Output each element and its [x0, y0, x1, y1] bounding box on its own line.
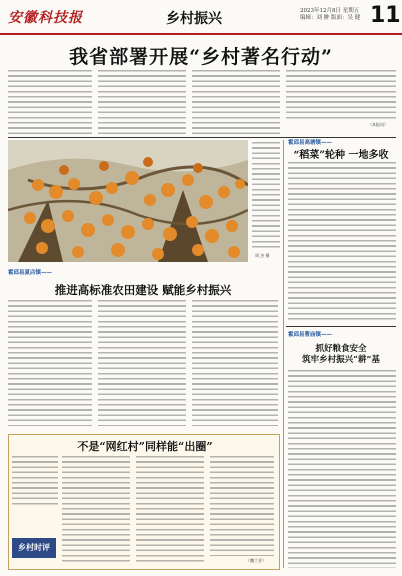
source-tag: （本报讯）	[368, 122, 388, 127]
commentary-body-col-2	[62, 456, 130, 564]
photo-caption-text	[252, 142, 280, 250]
article-2-tag: 霍邱县夏店镇——	[8, 270, 53, 276]
article-body-col-4	[286, 70, 396, 122]
section-title: 乡村振兴	[166, 11, 222, 27]
side-article-2-headline-line2: 筑牢乡村振兴“耕”基	[302, 355, 380, 365]
article-body-col-1	[8, 70, 92, 134]
article-2-body-col-3	[192, 300, 278, 426]
commentary-end-note: （魏兰芳）	[246, 558, 266, 563]
photo-credit: 周 杰 摄	[255, 253, 270, 258]
divider	[8, 137, 396, 138]
side-article-1-tag: 霍邱县高塘镇——	[288, 140, 333, 146]
side-article-1-headline: “稻菜”轮种 一地多收	[293, 150, 389, 161]
commentary-body-col-4	[210, 456, 274, 556]
persimmon-photo	[8, 140, 248, 262]
article-body-col-2	[98, 70, 186, 134]
page-number: 11	[370, 3, 401, 28]
masthead	[0, 0, 402, 35]
article-2-body-col-1	[8, 300, 92, 426]
divider	[286, 326, 396, 327]
column-divider	[283, 140, 284, 568]
main-headline: 我省部署开展“乡村著名行动”	[69, 46, 333, 68]
column-logo: 乡村时评	[12, 538, 56, 558]
side-article-2-headline	[286, 344, 396, 366]
commentary-body-col-3	[136, 456, 204, 564]
editor-line: 编辑：刘 翀 版面：吴 健	[300, 15, 361, 21]
article-body-col-3	[192, 70, 280, 134]
side-article-2-tag: 霍邱县曹庙镇——	[288, 332, 333, 338]
article-2-headline: 推进高标准农田建设 赋能乡村振兴	[54, 283, 232, 297]
commentary-title: 不是“网红村”同样能“出圈”	[77, 440, 213, 453]
article-2-body-col-2	[98, 300, 186, 426]
paper-name: 安徽科技报	[8, 10, 83, 26]
side-article-1-body	[288, 162, 396, 322]
side-article-2-body	[288, 370, 396, 568]
issue-date: 2023年12月8日 星期五	[300, 8, 360, 14]
issue-info	[300, 8, 370, 22]
commentary-body-col-1	[12, 456, 58, 506]
side-article-2-headline-line1: 抓好粮食安全	[315, 344, 367, 354]
